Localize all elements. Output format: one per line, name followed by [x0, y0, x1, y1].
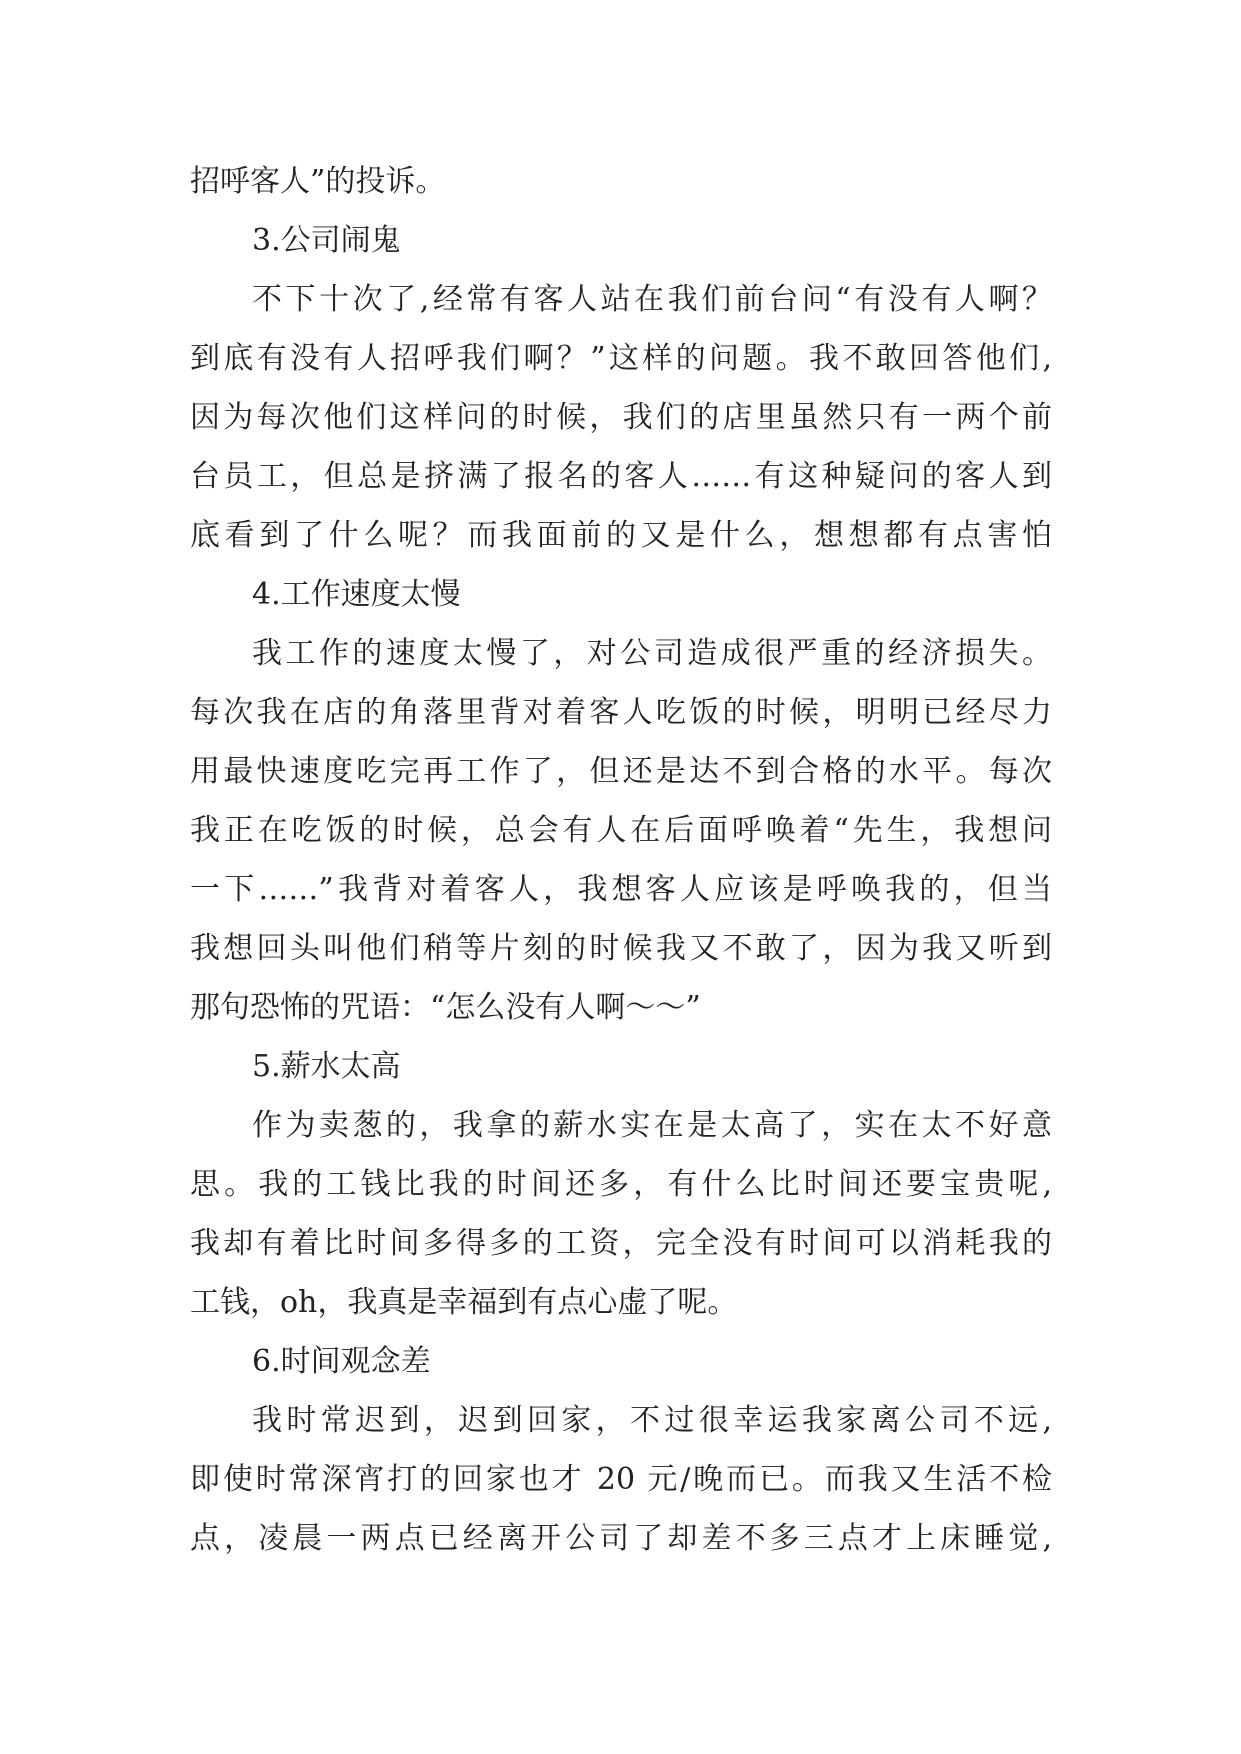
text-line: 思。我的工钱比我的时间还多，有什么比时间还要宝贵呢,: [190, 1167, 1052, 1202]
section-heading-6: 6.时间观念差: [252, 1344, 431, 1379]
text-line: 那句恐怖的咒语：“怎么没有人啊～～”: [190, 990, 701, 1025]
text-line: 我想回头叫他们稍等片刻的时候我又不敢了，因为我又听到: [190, 931, 1052, 966]
text-line: 用最快速度吃完再工作了，但还是达不到合格的水平。每次: [190, 754, 1052, 789]
text-line: 作为卖葱的，我拿的薪水实在是太高了，实在太不好意: [252, 1108, 1052, 1143]
text-line: 点，凌晨一两点已经离开公司了却差不多三点才上床睡觉,: [190, 1521, 1052, 1556]
section-heading-3: 3.公司闹鬼: [252, 223, 401, 258]
text-line: 因为每次他们这样问的时候，我们的店里虽然只有一两个前: [190, 400, 1052, 435]
text-line: 我时常迟到，迟到回家，不过很幸运我家离公司不远,: [252, 1403, 1052, 1438]
text-line: 不下十次了,经常有客人站在我们前台问“有没有人啊？: [252, 282, 1052, 317]
text-line: 每次我在店的角落里背对着客人吃饭的时候，明明已经尽力: [190, 695, 1052, 730]
text-line: 到底有没有人招呼我们啊？”这样的问题。我不敢回答他们,: [190, 341, 1052, 376]
text-line: 招呼客人”的投诉。: [190, 164, 446, 199]
text-line: 我正在吃饭的时候，总会有人在后面呼唤着“先生，我想问: [190, 813, 1052, 848]
text-line: 我却有着比时间多得多的工资，完全没有时间可以消耗我的: [190, 1226, 1052, 1261]
document-body: [190, 152, 1052, 1568]
text-line: 我工作的速度太慢了，对公司造成很严重的经济损失。: [252, 636, 1052, 671]
text-line: 台员工，但总是挤满了报名的客人……有这种疑问的客人到: [190, 459, 1052, 494]
text-line: 工钱，oh，我真是幸福到有点心虚了呢。: [190, 1285, 738, 1320]
text-line: 底看到了什么呢？而我面前的又是什么，想想都有点害怕: [190, 518, 1052, 553]
section-heading-4: 4.工作速度太慢: [252, 577, 461, 612]
text-line: 即使时常深宵打的回家也才 20 元/晚而已。而我又生活不检: [190, 1462, 1052, 1497]
section-heading-5: 5.薪水太高: [252, 1049, 401, 1084]
text-line: 一下……”我背对着客人，我想客人应该是呼唤我的，但当: [190, 872, 1052, 907]
